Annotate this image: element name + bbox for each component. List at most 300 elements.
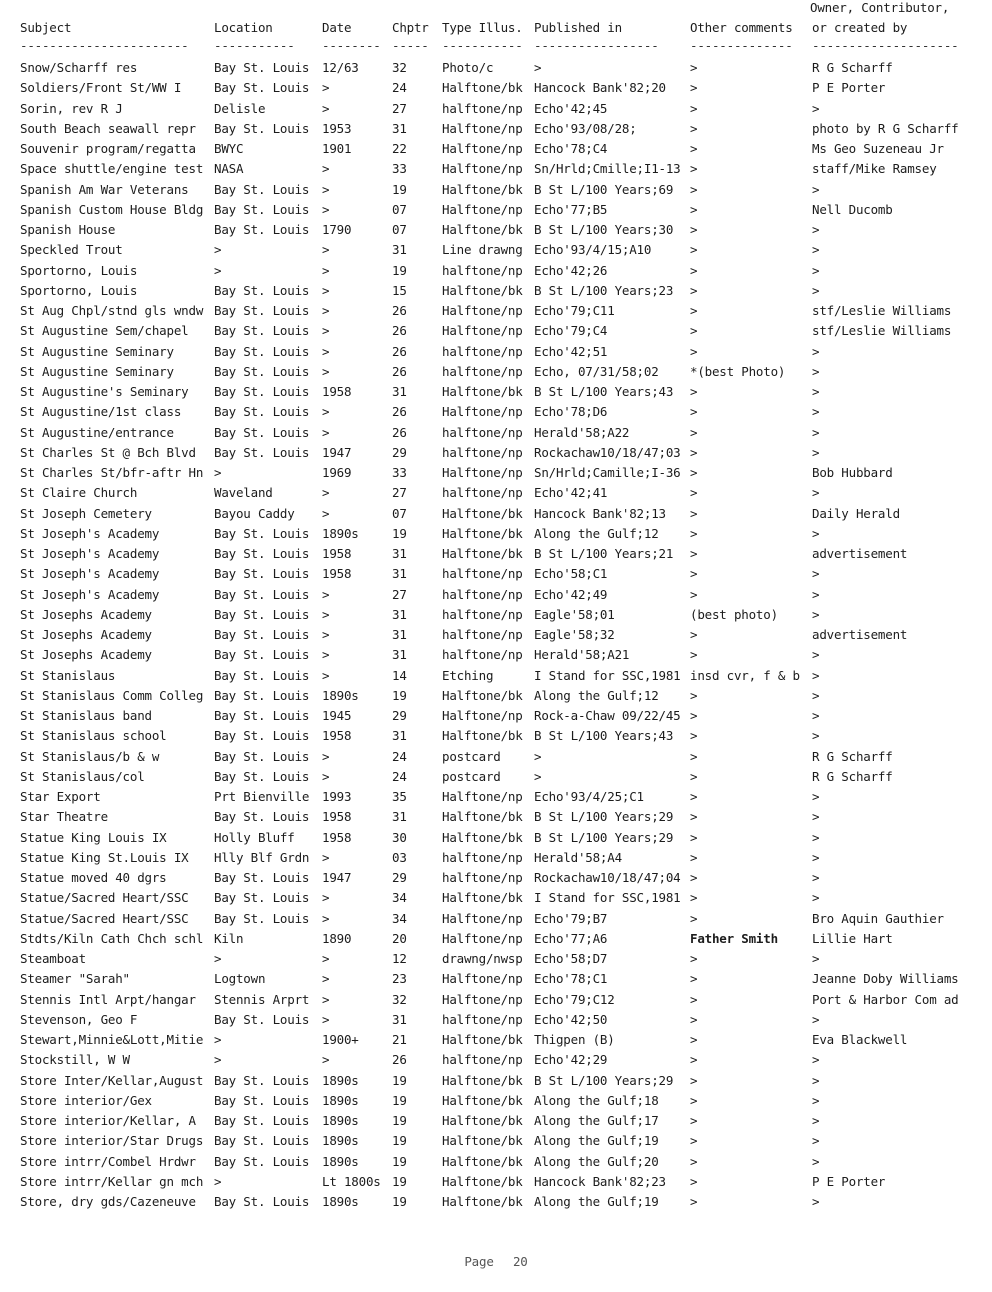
date-cell: 1890s	[322, 1072, 359, 1088]
type-cell: Halftone/np	[442, 404, 523, 420]
subject-cell: St Stanislaus/b & w	[20, 748, 160, 764]
subject-cell: St Joseph's Academy	[20, 546, 160, 561]
subject-cell: Store interior/Star Drugs	[20, 1133, 204, 1149]
comments-cell: >	[690, 343, 698, 359]
chapter-cell: 24	[392, 748, 407, 764]
date-cell: 1901	[322, 141, 352, 156]
table-row	[20, 749, 980, 769]
subject-cell: Statue moved 40 dgrs	[20, 870, 167, 885]
type-cell: Halftone/bk	[442, 1072, 523, 1088]
date-cell: >	[322, 1052, 330, 1068]
published-cell: Echo, 07/31/58;02	[534, 363, 659, 379]
rule-published: -----------------	[534, 38, 659, 53]
location-cell: Holly Bluff	[214, 829, 295, 845]
header-other-comments: Other comments	[690, 20, 793, 35]
type-cell: Halftone/bk	[442, 181, 523, 197]
date-cell: >	[322, 991, 330, 1007]
comments-cell: >	[690, 465, 698, 480]
date-cell: 1969	[322, 465, 352, 480]
published-cell: B St L/100 Years;21	[534, 546, 674, 561]
type-cell: drawng/nwsp	[442, 951, 523, 966]
date-cell: >	[322, 181, 330, 197]
location-cell: Bay St. Louis	[214, 444, 310, 460]
date-cell: 1958	[322, 809, 352, 825]
chapter-cell: 07	[392, 505, 407, 521]
owner-cell: >	[812, 1133, 820, 1149]
subject-cell: Soldiers/Front St/WW I	[20, 80, 182, 96]
chapter-cell: 21	[392, 1032, 407, 1047]
comments-cell: >	[690, 748, 698, 764]
table-row	[20, 1174, 980, 1194]
date-cell: 1890s	[322, 1113, 359, 1128]
chapter-cell: 26	[392, 343, 407, 359]
owner-cell: Ms Geo Suzeneau Jr	[812, 141, 944, 156]
chapter-cell: 32	[392, 60, 407, 75]
location-cell: >	[214, 242, 222, 258]
owner-cell: >	[812, 667, 820, 683]
location-cell: Bay St. Louis	[214, 60, 310, 75]
owner-cell: >	[812, 647, 820, 663]
type-cell: Halftone/bk	[442, 1092, 523, 1108]
comments-cell: >	[690, 566, 698, 582]
subject-cell: Spanish Custom House Bldg	[20, 201, 204, 217]
date-cell: >	[322, 849, 330, 865]
location-cell: Bay St. Louis	[214, 687, 310, 703]
table-row	[20, 971, 980, 991]
location-cell: Bay St. Louis	[214, 708, 310, 723]
location-cell: Delisle	[214, 100, 266, 116]
comments-cell: >	[690, 687, 698, 703]
owner-cell: >	[812, 424, 820, 440]
date-cell: 1900+	[322, 1032, 359, 1047]
table-row	[20, 1194, 980, 1214]
owner-header-line: Owner, Contributor,	[810, 0, 950, 15]
published-cell: Echo'77;A6	[534, 930, 608, 946]
table-row	[20, 526, 980, 546]
type-cell: Etching	[442, 667, 494, 683]
published-cell: B St L/100 Years;43	[534, 728, 674, 744]
comments-cell: >	[690, 1173, 698, 1189]
type-cell: halftone/np	[442, 444, 523, 460]
chapter-cell: 20	[392, 930, 407, 946]
date-cell: >	[322, 485, 330, 501]
comments-cell: >	[690, 1011, 698, 1027]
subject-cell: Sportorno, Louis	[20, 282, 138, 298]
location-cell: Bay St. Louis	[214, 323, 310, 339]
location-cell: Bay St. Louis	[214, 910, 310, 926]
table-row	[20, 506, 980, 526]
comments-cell: >	[690, 1113, 698, 1128]
comments-cell: >	[690, 282, 698, 298]
subject-cell: St Augustine Seminary	[20, 343, 174, 359]
owner-cell: >	[812, 728, 820, 744]
owner-cell: >	[812, 485, 820, 501]
chapter-cell: 31	[392, 242, 407, 258]
table-row	[20, 1154, 980, 1174]
table-row	[20, 101, 980, 121]
type-cell: halftone/np	[442, 1011, 523, 1027]
chapter-cell: 19	[392, 687, 407, 703]
type-cell: Halftone/bk	[442, 1113, 523, 1128]
header-published-in: Published in	[534, 20, 622, 35]
comments-cell: >	[690, 870, 698, 885]
table-row	[20, 465, 980, 485]
date-cell: 1890s	[322, 1133, 359, 1149]
chapter-cell: 19	[392, 1092, 407, 1108]
subject-cell: St Joseph's Academy	[20, 566, 160, 582]
type-cell: halftone/np	[442, 647, 523, 663]
chapter-cell: 27	[392, 100, 407, 116]
date-cell: >	[322, 363, 330, 379]
comments-cell: >	[690, 971, 698, 987]
type-cell: Halftone/bk	[442, 829, 523, 845]
page-number: 20	[512, 1254, 528, 1269]
table-row	[20, 1093, 980, 1113]
date-cell: 1953	[322, 120, 352, 136]
location-cell: Bay St. Louis	[214, 890, 310, 906]
date-cell: >	[322, 161, 330, 177]
subject-cell: Statue/Sacred Heart/SSC	[20, 890, 189, 906]
date-cell: 1890	[322, 930, 352, 946]
owner-cell: >	[812, 1113, 820, 1128]
published-cell: Sn/Hrld;Cmille;I1-13	[534, 161, 681, 177]
location-cell: Waveland	[214, 485, 273, 501]
rule-chapter: -----	[392, 38, 429, 53]
subject-cell: Spanish Am War Veterans	[20, 181, 189, 197]
column-header-row	[20, 20, 980, 36]
owner-cell: Bob Hubbard	[812, 465, 893, 480]
published-cell: Echo'77;B5	[534, 201, 608, 217]
subject-cell: St Stanislaus/col	[20, 768, 145, 784]
owner-cell: >	[812, 444, 820, 460]
published-cell: Along the Gulf;12	[534, 525, 659, 541]
type-cell: Halftone/bk	[442, 1194, 523, 1209]
comments-cell: >	[690, 1194, 698, 1209]
table-row	[20, 566, 980, 586]
owner-cell: >	[812, 586, 820, 602]
chapter-cell: 22	[392, 141, 407, 156]
type-cell: Halftone/bk	[442, 282, 523, 298]
location-cell: Bay St. Louis	[214, 870, 310, 885]
type-cell: Halftone/bk	[442, 728, 523, 744]
subject-cell: Store interior/Gex	[20, 1092, 152, 1108]
comments-cell: >	[690, 1052, 698, 1068]
type-cell: Halftone/bk	[442, 1153, 523, 1169]
owner-cell: >	[812, 282, 820, 298]
published-cell: Echo'42;29	[534, 1052, 608, 1068]
published-cell: Echo'79;C11	[534, 303, 615, 318]
subject-cell: Store, dry gds/Cazeneuve	[20, 1194, 196, 1209]
location-cell: Bay St. Louis	[214, 181, 310, 197]
comments-cell: >	[690, 647, 698, 663]
owner-cell: R G Scharff	[812, 60, 893, 75]
owner-cell: Eva Blackwell	[812, 1032, 908, 1047]
subject-cell: Souvenir program/regatta	[20, 141, 196, 156]
subject-cell: Statue King St.Louis IX	[20, 849, 189, 865]
location-cell: Stennis Arprt	[214, 991, 310, 1007]
published-cell: Echo'42;45	[534, 100, 608, 116]
comments-cell: >	[690, 991, 698, 1007]
subject-cell: St Josephs Academy	[20, 647, 152, 663]
type-cell: Halftone/np	[442, 991, 523, 1007]
table-row	[20, 80, 980, 100]
subject-cell: St Charles St @ Bch Blvd	[20, 444, 196, 460]
subject-cell: St Augustine/1st class	[20, 404, 182, 420]
table-row	[20, 911, 980, 931]
subject-cell: Steamer "Sarah"	[20, 971, 130, 987]
date-cell: 1890s	[322, 1194, 359, 1209]
owner-cell: >	[812, 951, 820, 966]
published-cell: I Stand for SSC,1981	[534, 667, 681, 683]
chapter-cell: 29	[392, 870, 407, 885]
owner-cell: >	[812, 890, 820, 906]
published-cell: Along the Gulf;20	[534, 1153, 659, 1169]
type-cell: Halftone/bk	[442, 505, 523, 521]
chapter-cell: 31	[392, 1011, 407, 1027]
location-cell: Bay St. Louis	[214, 424, 310, 440]
table-row	[20, 161, 980, 181]
table-row	[20, 546, 980, 566]
owner-cell: R G Scharff	[812, 768, 893, 784]
chapter-cell: 19	[392, 1113, 407, 1128]
table-row	[20, 384, 980, 404]
page-label: Page	[464, 1254, 494, 1269]
published-cell: B St L/100 Years;29	[534, 829, 674, 845]
date-cell: >	[322, 1011, 330, 1027]
comments-cell: >	[690, 242, 698, 258]
owner-cell: >	[812, 1092, 820, 1108]
owner-cell: R G Scharff	[812, 748, 893, 764]
published-cell: Hancock Bank'82;13	[534, 505, 666, 521]
subject-cell: St Stanislaus Comm Colleg	[20, 687, 204, 703]
comments-cell: >	[690, 141, 698, 156]
table-row	[20, 951, 980, 971]
comments-cell: *(best Photo)	[690, 363, 786, 379]
chapter-cell: 26	[392, 363, 407, 379]
published-cell: B St L/100 Years;23	[534, 282, 674, 298]
location-cell: Bay St. Louis	[214, 384, 310, 399]
chapter-cell: 33	[392, 465, 407, 480]
rule-comments: --------------	[690, 38, 793, 53]
location-cell: Hlly Blf Grdn	[214, 849, 310, 865]
location-cell: Bay St. Louis	[214, 120, 310, 136]
date-cell: 1945	[322, 708, 352, 723]
chapter-cell: 26	[392, 404, 407, 420]
table-row	[20, 182, 980, 202]
type-cell: halftone/np	[442, 363, 523, 379]
table-row	[20, 627, 980, 647]
chapter-cell: 29	[392, 444, 407, 460]
type-cell: halftone/np	[442, 424, 523, 440]
table-row	[20, 890, 980, 910]
location-cell: Bay St. Louis	[214, 748, 310, 764]
chapter-cell: 19	[392, 1173, 407, 1189]
published-cell: B St L/100 Years;43	[534, 384, 674, 399]
type-cell: Halftone/bk	[442, 1032, 523, 1047]
published-cell: Along the Gulf;19	[534, 1194, 659, 1209]
date-cell: >	[322, 910, 330, 926]
date-cell: >	[322, 606, 330, 622]
table-row	[20, 1032, 980, 1052]
published-cell: Rockachaw10/18/47;04	[534, 870, 681, 885]
type-cell: Halftone/np	[442, 930, 523, 946]
table-row	[20, 931, 980, 951]
location-cell: BWYC	[214, 141, 244, 156]
chapter-cell: 31	[392, 120, 407, 136]
comments-cell: >	[690, 829, 698, 845]
subject-cell: Stewart,Minnie&Lott,Mitie	[20, 1032, 204, 1047]
date-cell: >	[322, 748, 330, 764]
subject-cell: Snow/Scharff res	[20, 60, 138, 75]
type-cell: halftone/np	[442, 485, 523, 501]
date-cell: 1890s	[322, 687, 359, 703]
comments-cell: >	[690, 201, 698, 217]
chapter-cell: 34	[392, 890, 407, 906]
chapter-cell: 12	[392, 951, 407, 966]
type-cell: Halftone/np	[442, 120, 523, 136]
published-cell: Herald'58;A4	[534, 849, 622, 865]
date-cell: >	[322, 768, 330, 784]
owner-cell: >	[812, 1194, 820, 1209]
subject-cell: St Charles St/bfr-aftr Hn	[20, 465, 204, 480]
chapter-cell: 31	[392, 606, 407, 622]
subject-cell: St Josephs Academy	[20, 606, 152, 622]
chapter-cell: 31	[392, 384, 407, 399]
type-cell: halftone/np	[442, 566, 523, 582]
subject-cell: Store interior/Kellar, A	[20, 1113, 196, 1128]
published-cell: Echo'93/4/15;A10	[534, 242, 652, 258]
table-row	[20, 485, 980, 505]
type-cell: Halftone/np	[442, 161, 523, 177]
owner-cell: >	[812, 708, 820, 723]
published-cell: Rockachaw10/18/47;03	[534, 444, 681, 460]
published-cell: Eagle'58;01	[534, 606, 615, 622]
chapter-cell: 26	[392, 303, 407, 318]
published-cell: Along the Gulf;18	[534, 1092, 659, 1108]
type-cell: Halftone/np	[442, 465, 523, 480]
published-cell: B St L/100 Years;29	[534, 1072, 674, 1088]
comments-cell: >	[690, 789, 698, 804]
table-row	[20, 323, 980, 343]
location-cell: Bay St. Louis	[214, 647, 310, 663]
owner-cell: >	[812, 566, 820, 582]
comments-cell: >	[690, 728, 698, 744]
owner-cell: >	[812, 181, 820, 197]
published-cell: B St L/100 Years;30	[534, 222, 674, 237]
table-row	[20, 263, 980, 283]
comments-cell: >	[690, 951, 698, 966]
comments-cell: >	[690, 222, 698, 237]
published-cell: Hancock Bank'82;23	[534, 1173, 666, 1189]
date-cell: 1993	[322, 789, 352, 804]
comments-cell: >	[690, 303, 698, 318]
comments-cell: >	[690, 120, 698, 136]
chapter-cell: 33	[392, 161, 407, 177]
chapter-cell: 19	[392, 1194, 407, 1209]
owner-cell: Lillie Hart	[812, 930, 893, 946]
published-cell: Echo'42;26	[534, 262, 608, 278]
location-cell: Bay St. Louis	[214, 1133, 310, 1149]
table-row	[20, 850, 980, 870]
table-row	[20, 425, 980, 445]
chapter-cell: 27	[392, 485, 407, 501]
date-cell: >	[322, 647, 330, 663]
date-cell: >	[322, 586, 330, 602]
chapter-cell: 31	[392, 647, 407, 663]
chapter-cell: 34	[392, 910, 407, 926]
published-cell: I Stand for SSC,1981	[534, 890, 681, 906]
subject-cell: Space shuttle/engine test	[20, 161, 204, 177]
chapter-cell: 31	[392, 566, 407, 582]
owner-cell: >	[812, 363, 820, 379]
type-cell: Halftone/bk	[442, 890, 523, 906]
location-cell: Bay St. Louis	[214, 1011, 310, 1027]
header-location: Location	[214, 20, 273, 35]
chapter-cell: 26	[392, 323, 407, 339]
published-cell: Echo'42;51	[534, 343, 608, 359]
published-cell: Echo'58;C1	[534, 566, 608, 582]
chapter-cell: 35	[392, 789, 407, 804]
chapter-cell: 07	[392, 201, 407, 217]
owner-cell: >	[812, 384, 820, 399]
subject-cell: St Joseph Cemetery	[20, 505, 152, 521]
type-cell: halftone/np	[442, 849, 523, 865]
location-cell: Bay St. Louis	[214, 546, 310, 561]
chapter-cell: 30	[392, 829, 407, 845]
date-cell: >	[322, 424, 330, 440]
rule-subject: -----------------------	[20, 38, 189, 53]
comments-cell: >	[690, 262, 698, 278]
date-cell: 1958	[322, 546, 352, 561]
published-cell: Echo'78;D6	[534, 404, 608, 420]
table-row	[20, 1073, 980, 1093]
subject-cell: St Augustine's Seminary	[20, 384, 189, 399]
chapter-cell: 03	[392, 849, 407, 865]
table-row	[20, 445, 980, 465]
header-type-illus: Type Illus.	[442, 20, 523, 35]
table-row	[20, 992, 980, 1012]
date-cell: 1958	[322, 829, 352, 845]
location-cell: Bay St. Louis	[214, 606, 310, 622]
table-row	[20, 809, 980, 829]
owner-cell: >	[812, 343, 820, 359]
published-cell: >	[534, 748, 542, 764]
chapter-cell: 32	[392, 991, 407, 1007]
published-cell: Herald'58;A22	[534, 424, 630, 440]
table-row	[20, 1113, 980, 1133]
rule-location: -----------	[214, 38, 295, 53]
type-cell: Halftone/bk	[442, 384, 523, 399]
location-cell: Logtown	[214, 971, 266, 987]
owner-cell: >	[812, 1072, 820, 1088]
table-row	[20, 202, 980, 222]
date-cell: Lt 1800s	[322, 1173, 381, 1189]
comments-cell: >	[690, 181, 698, 197]
location-cell: Bay St. Louis	[214, 80, 310, 96]
chapter-cell: 26	[392, 1052, 407, 1068]
owner-cell: >	[812, 789, 820, 804]
chapter-cell: 24	[392, 768, 407, 784]
subject-cell: Steamboat	[20, 951, 86, 966]
table-row	[20, 1052, 980, 1072]
comments-cell: >	[690, 849, 698, 865]
comments-cell: >	[690, 1153, 698, 1169]
comments-cell: >	[690, 708, 698, 723]
chapter-cell: 31	[392, 728, 407, 744]
location-cell: Bayou Caddy	[214, 505, 295, 521]
table-row	[20, 404, 980, 424]
table-row	[20, 60, 980, 80]
